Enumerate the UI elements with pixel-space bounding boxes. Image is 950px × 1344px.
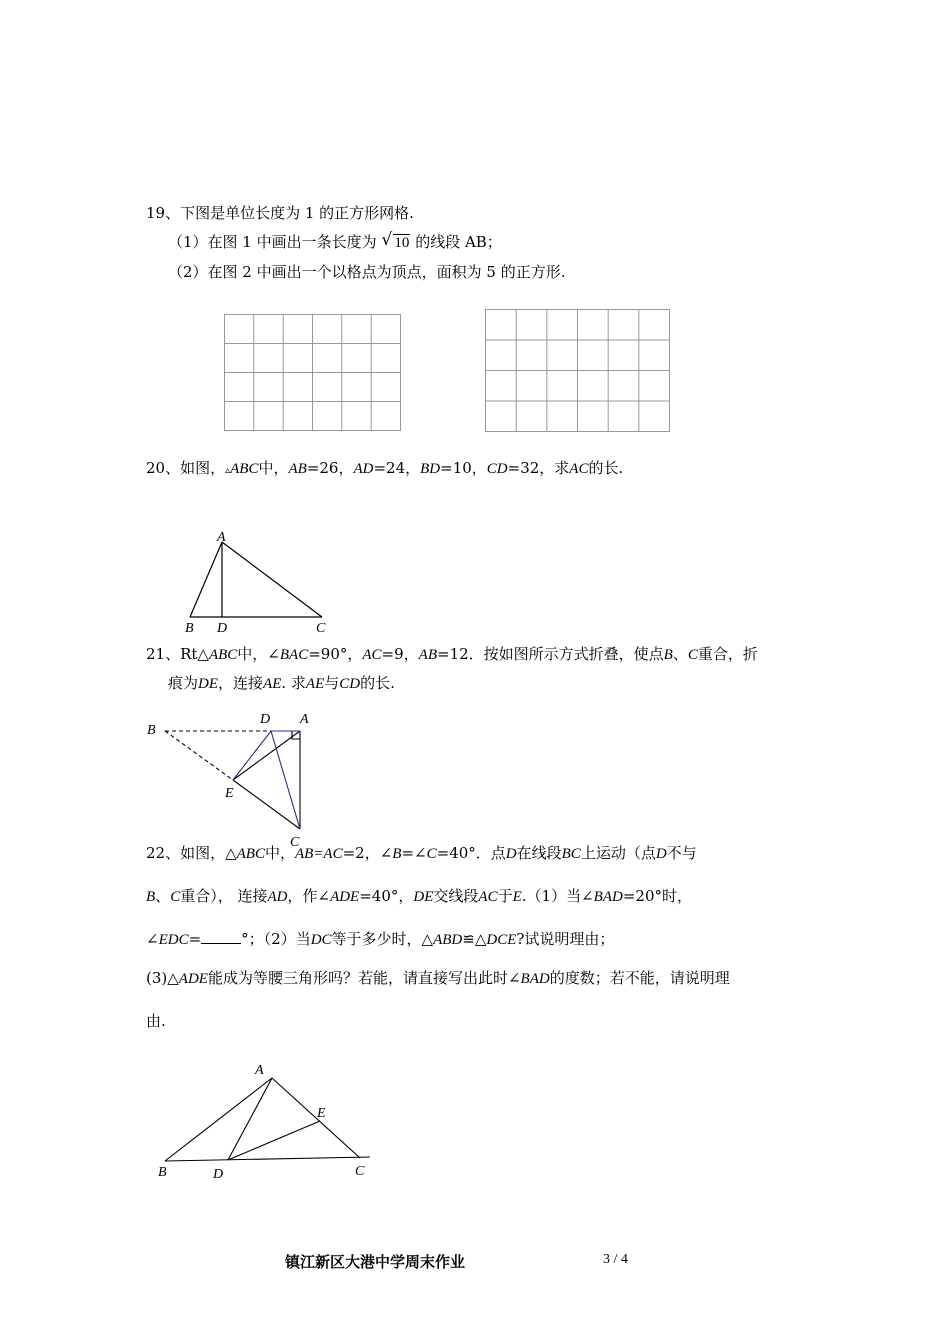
q21-segment-dc <box>271 731 300 829</box>
q20-label-c: C <box>316 621 326 636</box>
triangle-symbol: ▵ <box>225 465 231 476</box>
q20-triangle-figure <box>180 528 340 638</box>
q22-line4: (3)△ADE能成为等腰三角形吗？若能，请直接写出此时∠BAD的度数；若不能，请说明理 <box>146 969 730 987</box>
q22-line5: 由. <box>146 1012 166 1030</box>
grid-figure-1 <box>224 314 402 432</box>
q19-part2: （2）在图 2 中画出一个以格点为顶点，面积为 5 的正方形. <box>168 263 566 281</box>
q22-label-c: C <box>355 1164 365 1179</box>
q20-side-ab <box>190 542 222 617</box>
q20-label-a: A <box>217 530 226 545</box>
q22-segment-de <box>228 1121 320 1160</box>
q20-stem: 20、如图，▵ABC中，AB=26，AD=24，BD=10，CD=32，求AC的长. <box>146 459 624 477</box>
q21-line2: 痕为DE，连接AE. 求AE与CD的长. <box>168 674 395 692</box>
q21-side-ec <box>233 780 300 829</box>
q22-line2: B、C重合）， 连接AD，作∠ADE=40°，DE交线段AC于E.（1）当∠BAD=20°时， <box>146 887 692 905</box>
radical-sign-icon: √ <box>381 230 393 250</box>
q20-side-ac <box>222 542 322 617</box>
q21-dashed-be <box>165 731 233 780</box>
q21-label-e: E <box>225 786 234 801</box>
q22-base-bc <box>165 1157 370 1161</box>
q21-label-c: C <box>290 835 300 850</box>
q20-label-d: D <box>217 621 228 636</box>
q19-stem: 19、下图是单位长度为 1 的正方形网格. <box>146 204 414 222</box>
q21-fold-figure <box>140 706 320 856</box>
q22-line1: 22、如图，△ABC中，AB=AC=2，∠B=∠C=40°．点D在线段BC上运动（点D不与 <box>146 844 697 862</box>
q22-label-d: D <box>213 1167 224 1182</box>
page-number: 3 / 4 <box>603 1252 628 1267</box>
q21-label-d: D <box>260 712 271 727</box>
q22-segment-ad <box>228 1078 272 1160</box>
grid-figure-2 <box>485 309 671 433</box>
q20-label-b: B <box>185 621 194 636</box>
q22-label-e: E <box>317 1106 326 1121</box>
q21-label-a: A <box>300 712 309 727</box>
answer-blank[interactable] <box>201 929 241 944</box>
q21-label-b: B <box>147 723 156 738</box>
q22-label-a: A <box>255 1063 264 1078</box>
q21-segment-ae <box>233 731 300 780</box>
footer-title: 镇江新区大港中学周末作业 <box>285 1253 466 1271</box>
sqrt-expression: √ 10 <box>381 230 410 251</box>
q22-side-ac <box>272 1078 360 1158</box>
q21-crease-de <box>233 731 271 780</box>
q22-label-b: B <box>158 1165 167 1180</box>
q22-line3: ∠EDC= °；（2）当DC等于多少时，△ABD≌△DCE?试说明理由； <box>146 930 615 948</box>
q19-part1: （1）在图 1 中画出一条长度为 √ 10 的线段 AB； <box>168 230 502 251</box>
q21-line1: 21、Rt△ABC中，∠BAC=90°，AC=9，AB=12．按如图所示方式折叠，使点B、C重合，折 <box>146 645 758 663</box>
q22-triangle-figure <box>150 1058 380 1188</box>
